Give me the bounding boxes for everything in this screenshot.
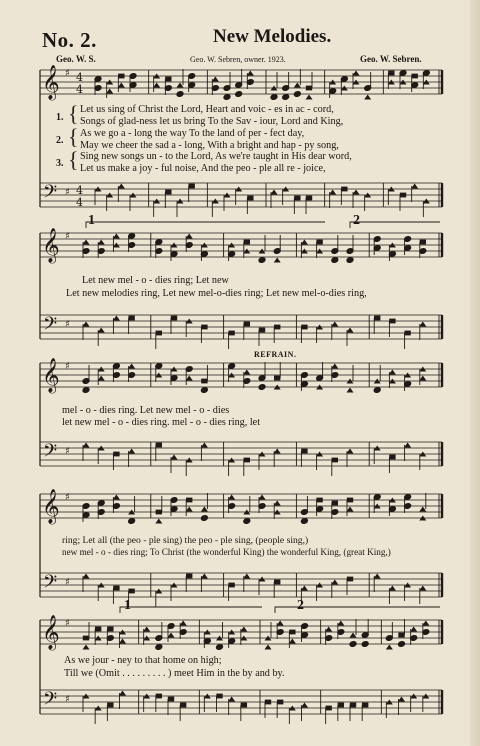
note-head — [282, 94, 290, 101]
shape-note — [400, 193, 406, 198]
bass-clef-icon: 𝄢 — [43, 441, 58, 466]
shape-note — [83, 443, 90, 448]
shape-note — [274, 580, 280, 585]
verse-number-2: 2. — [56, 135, 64, 146]
shape-note — [119, 691, 126, 696]
shape-note — [113, 234, 120, 239]
verse-2-line-1: As we go a - long the way To the land of per - fect day, — [80, 128, 305, 139]
shape-note — [212, 77, 219, 82]
first-ending-bracket — [120, 607, 262, 613]
shape-note — [289, 630, 295, 635]
bass-clef-icon: 𝄢 — [43, 689, 58, 714]
verse-number-3: 3. — [56, 158, 64, 169]
shape-note — [177, 83, 184, 88]
sharp-icon: ♯ — [65, 618, 70, 629]
shape-note — [294, 83, 301, 88]
verse-3-line-1: Sing new songs un - to the Lord, As we're taught in His dear word, — [80, 151, 352, 162]
shape-note — [388, 71, 394, 76]
shape-note — [306, 95, 313, 100]
time-signature: 4 — [76, 196, 83, 209]
shape-note — [83, 322, 90, 327]
note-head — [258, 384, 266, 391]
note-head — [300, 518, 308, 525]
shape-note — [171, 316, 177, 321]
shape-note — [244, 322, 250, 327]
shape-note — [332, 501, 338, 506]
shape-note — [347, 498, 353, 503]
verse-brace: { — [68, 101, 79, 126]
shape-note — [240, 627, 247, 632]
shape-note — [265, 645, 272, 650]
shape-note — [247, 196, 253, 201]
note-head — [270, 94, 278, 101]
shape-note — [201, 325, 207, 330]
sharp-icon: ♯ — [65, 231, 70, 242]
shape-note — [347, 507, 354, 512]
note-head — [176, 91, 184, 98]
shape-note — [118, 83, 125, 88]
shape-note — [419, 376, 426, 381]
sharp-icon: ♯ — [65, 492, 70, 503]
shape-note — [98, 240, 105, 245]
hymn-number: No. 2. — [42, 28, 97, 52]
shape-note — [332, 458, 338, 463]
note-head — [293, 91, 301, 98]
shape-note — [274, 449, 281, 454]
shape-note — [374, 316, 380, 321]
second-ending-number-2: 2 — [297, 598, 304, 613]
treble-clef-icon: 𝄞 — [42, 615, 60, 650]
shape-note — [341, 187, 347, 192]
shape-note — [353, 71, 360, 76]
shape-note — [374, 574, 381, 579]
shape-note — [331, 580, 338, 585]
time-signature: 4 — [76, 83, 83, 96]
shape-note — [98, 376, 105, 381]
shape-note — [156, 510, 162, 515]
shape-note — [410, 627, 417, 632]
shape-note — [83, 636, 89, 641]
sharp-icon: ♯ — [65, 319, 70, 330]
shape-note — [419, 586, 426, 591]
shape-note — [389, 455, 395, 460]
shape-note — [180, 621, 187, 626]
shape-note — [274, 376, 280, 381]
shape-note — [128, 589, 134, 594]
sharp-icon: ♯ — [65, 694, 70, 705]
note-head — [200, 387, 208, 394]
shape-note — [107, 627, 113, 632]
shape-note — [244, 240, 250, 245]
treble-clef-icon: 𝄞 — [42, 65, 60, 100]
shape-note — [201, 443, 208, 448]
note-head — [243, 518, 251, 525]
shape-note — [301, 703, 308, 708]
shape-note — [306, 86, 312, 91]
note-head — [361, 641, 369, 648]
verse-number-1: 1. — [56, 112, 64, 123]
shape-note — [83, 645, 90, 650]
shape-note — [228, 583, 234, 588]
shape-note — [347, 577, 353, 582]
note-head — [200, 515, 208, 522]
note-head — [331, 257, 339, 264]
shape-note — [171, 455, 178, 460]
note-head — [128, 518, 136, 525]
note-head — [398, 641, 406, 648]
verse-3-line-2: Let us make a joy - ful noise, And the peo - ple all re - joice, — [80, 163, 326, 174]
shape-note — [118, 184, 125, 189]
note-head — [373, 387, 381, 394]
shape-note — [419, 507, 426, 512]
lyricist-credit: Geo. W. S. — [56, 54, 96, 64]
shape-note — [186, 376, 193, 381]
shape-note — [274, 325, 280, 330]
shape-note — [155, 519, 162, 524]
shape-note — [337, 621, 344, 626]
shape-note — [186, 574, 192, 579]
second-ending-bracket — [350, 222, 440, 228]
shape-note — [316, 498, 322, 503]
refrain-label: REFRAIN. — [254, 350, 297, 359]
time-signature: 4 — [76, 184, 83, 197]
note-head — [155, 644, 163, 651]
shape-note — [247, 71, 254, 76]
shape-note — [398, 633, 404, 638]
shape-note — [201, 507, 208, 512]
shape-note — [350, 633, 357, 638]
shape-note — [259, 495, 266, 500]
shape-note — [128, 449, 135, 454]
shape-note — [168, 633, 175, 638]
shape-note — [350, 703, 356, 708]
first-ending-number: 1 — [88, 213, 95, 228]
shape-note — [228, 495, 235, 500]
shape-note — [301, 449, 307, 454]
shape-note — [301, 586, 308, 591]
shape-note — [398, 697, 405, 702]
shape-note — [106, 89, 113, 94]
shape-note — [422, 621, 429, 626]
shape-note — [353, 190, 360, 195]
note-head — [349, 641, 357, 648]
note-head — [346, 257, 354, 264]
shape-note — [95, 627, 101, 632]
shape-note — [153, 83, 160, 88]
shape-note — [113, 586, 119, 591]
shape-note — [186, 498, 192, 503]
shape-note — [362, 703, 368, 708]
shape-note — [411, 74, 417, 79]
bass-clef-icon: 𝄢 — [43, 314, 58, 339]
shape-note — [301, 240, 308, 245]
shape-note — [156, 443, 162, 448]
shape-note — [241, 703, 247, 708]
system-5-lyric-line-1: As we jour - ney to that home on high; — [64, 655, 222, 666]
sharp-icon: ♯ — [65, 446, 70, 457]
system-3-lyric-line-2: let new mel - o - dies ring. mel - o - dies ring, let — [62, 417, 261, 428]
shape-note — [186, 507, 193, 512]
copyright-credit: Geo. W. Sebren, owner. 1923. — [190, 55, 286, 64]
shape-note — [113, 316, 120, 321]
shape-note — [228, 697, 235, 702]
shape-note — [306, 196, 312, 201]
shape-note — [128, 364, 135, 369]
shape-note — [325, 627, 332, 632]
shape-note — [201, 574, 208, 579]
note-head — [223, 94, 231, 101]
system-2-lyric-line-2: Let new melodies ring, Let new mel-o-dies ring; Let new mel-o-dies ring, — [66, 288, 367, 299]
verse-brace: { — [68, 124, 79, 149]
shape-note — [364, 95, 371, 100]
shape-note — [274, 258, 281, 263]
shape-note — [128, 316, 134, 321]
shape-note — [243, 574, 250, 579]
hymn-title: New Melodies. — [213, 26, 332, 47]
shape-note — [113, 452, 119, 457]
shape-note — [188, 184, 194, 189]
note-head — [82, 387, 90, 394]
system-5-lyric-line-2: Till we (Omit . . . . . . . . . ) meet Him in the by and by. — [64, 668, 285, 679]
shape-note — [277, 621, 284, 626]
shape-note — [419, 322, 426, 327]
shape-note — [259, 328, 265, 333]
system-4-lyric-line-2: new mel - o - dies ring; To Christ (the wonderful King) the wonderful King, (great King,) — [62, 547, 391, 557]
verse-1-line-1: Let us sing of Christ the Lord, Heart and voic - es in ac - cord, — [80, 104, 334, 115]
first-ending-number-2: 1 — [124, 598, 131, 613]
shape-note — [83, 240, 90, 245]
verse-brace: { — [68, 147, 79, 172]
shape-note — [119, 639, 126, 644]
shape-note — [271, 190, 278, 195]
shape-note — [325, 706, 331, 711]
note-head — [216, 644, 224, 651]
bass-clef-icon: 𝄢 — [43, 182, 58, 207]
shape-note — [165, 77, 171, 82]
shape-note — [168, 697, 174, 702]
note-head — [258, 257, 266, 264]
shape-note — [156, 694, 162, 699]
shape-note — [98, 328, 105, 333]
shape-note — [274, 501, 281, 506]
shape-note — [216, 694, 222, 699]
shape-note — [331, 322, 338, 327]
shape-note — [244, 458, 250, 463]
shape-note — [329, 190, 336, 195]
shape-note — [411, 184, 418, 189]
shape-note — [156, 331, 162, 336]
treble-clef-icon: 𝄞 — [42, 489, 60, 524]
shape-note — [301, 325, 307, 330]
shape-note — [228, 331, 234, 336]
shape-note — [265, 700, 271, 705]
composer-credit: Geo. W. Sebren. — [360, 54, 422, 64]
treble-clef-icon: 𝄞 — [42, 228, 60, 263]
shape-note — [289, 639, 296, 644]
shape-note — [386, 645, 393, 650]
shape-note — [404, 443, 411, 448]
shape-note — [389, 370, 396, 375]
note-head — [235, 91, 243, 98]
shape-note — [389, 586, 396, 591]
shape-note — [347, 388, 354, 393]
shape-note — [83, 574, 90, 579]
shape-note — [404, 331, 410, 336]
verse-1-line-2: Songs of glad-ness let us bring To the Sav - iour, Lord and King, — [80, 116, 344, 127]
treble-clef-icon: 𝄞 — [42, 358, 60, 393]
shape-note — [180, 703, 186, 708]
second-ending-number: 2 — [353, 213, 360, 228]
time-signature: 4 — [76, 71, 83, 84]
shape-note — [186, 234, 193, 239]
shape-note — [347, 449, 354, 454]
shape-note — [165, 190, 171, 195]
shape-note — [316, 240, 322, 245]
shape-note — [420, 240, 426, 245]
sharp-icon: ♯ — [65, 577, 70, 588]
shape-note — [389, 319, 395, 324]
shape-note — [331, 364, 338, 369]
shape-note — [107, 703, 113, 708]
sharp-icon: ♯ — [65, 68, 70, 79]
shape-note — [113, 495, 120, 500]
shape-note — [201, 379, 207, 384]
shape-note — [277, 700, 283, 705]
shape-note — [118, 74, 124, 79]
shape-note — [347, 328, 354, 333]
verse-2-line-2: May we cheer the sad a - long, With a bright and hap - py song, — [80, 140, 339, 151]
shape-note — [143, 627, 150, 632]
bass-clef-icon: 𝄢 — [43, 572, 58, 597]
first-ending-bracket — [86, 222, 325, 228]
system-2-lyric-line-1: Let new mel - o - dies ring; Let new — [82, 275, 229, 286]
shape-note — [294, 196, 300, 201]
shape-note — [338, 703, 344, 708]
shape-note — [243, 370, 250, 375]
sharp-icon: ♯ — [65, 361, 70, 372]
sharp-icon: ♯ — [65, 187, 70, 198]
system-4-lyric-line-1: ring; Let all (the peo - ple sing) the peo - ple sing, (people sing,) — [62, 535, 309, 546]
system-3-lyric-line-1: mel - o - dies ring. Let new mel - o - dies — [62, 405, 230, 416]
